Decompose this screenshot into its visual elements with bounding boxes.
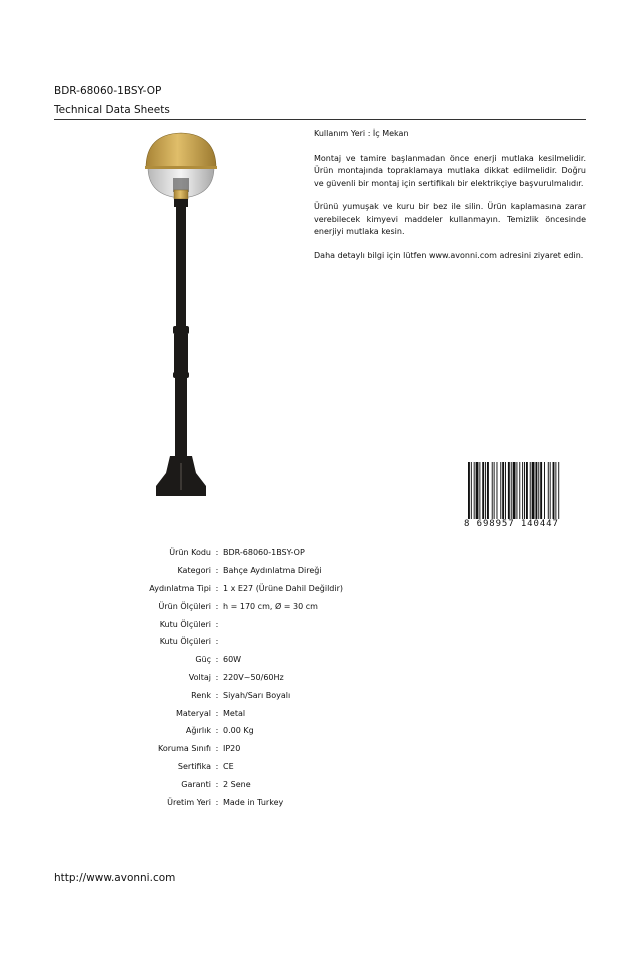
spec-value: BDR-68060-1BSY-OP: [223, 548, 305, 558]
spec-colon: :: [215, 797, 219, 807]
spec-label: Kutu Ölçüleri: [159, 619, 211, 629]
spec-value: 0.00 Kg: [223, 726, 254, 736]
spec-value: Siyah/Sarı Boyalı: [223, 690, 291, 700]
spec-label: Garanti: [181, 779, 211, 789]
cleaning-paragraph: Ürünü yumuşak ve kuru bir bez ile silin. Ürün kaplamasına zarar verebilecek kimyevi maddeler kullanmayın. Temizlik öncesinde enerjiyi mutlaka kesin.: [314, 202, 586, 236]
spec-colon: :: [215, 583, 219, 593]
spec-colon: :: [215, 672, 219, 682]
spec-row: [60, 793, 460, 811]
spec-value: 220V~50/60Hz: [223, 672, 284, 682]
spec-row: [60, 669, 460, 687]
spec-colon: :: [215, 601, 219, 611]
spec-label: Voltaj: [188, 672, 211, 682]
spec-colon: :: [215, 619, 219, 629]
spec-row: [60, 704, 460, 722]
website-paragraph: Daha detaylı bilgi için lütfen www.avonni.com adresini ziyaret edin.: [314, 250, 584, 260]
spec-label: Renk: [191, 690, 211, 700]
spec-row: [60, 544, 460, 562]
spec-label: Ürün Kodu: [169, 548, 211, 558]
spec-row: [60, 740, 460, 758]
header-divider: [54, 119, 586, 120]
spec-value: h = 170 cm, Ø = 30 cm: [223, 601, 318, 611]
spec-row: [60, 775, 460, 793]
document-subtitle: Technical Data Sheets: [54, 104, 170, 116]
spec-colon: :: [215, 637, 219, 647]
spec-row: [60, 651, 460, 669]
spec-value: CE: [223, 761, 234, 771]
spec-colon: :: [215, 779, 219, 789]
spec-label: Kategori: [177, 566, 211, 576]
spec-label: Ürün Ölçüleri: [158, 601, 211, 611]
footer-url[interactable]: http://www.avonni.com: [54, 872, 176, 884]
product-code-heading: BDR-68060-1BSY-OP: [54, 85, 162, 97]
spec-value: 2 Sene: [223, 779, 251, 789]
spec-label: Koruma Sınıfı: [158, 744, 211, 754]
usage-location: Kullanım Yeri : İç Mekan: [314, 129, 409, 138]
spec-colon: :: [215, 655, 219, 665]
spec-row: [60, 597, 460, 615]
spec-colon: :: [215, 566, 219, 576]
spec-value: Bahçe Aydınlatma Direği: [223, 566, 322, 576]
spec-row: [60, 686, 460, 704]
product-image: [140, 128, 222, 506]
spec-label: Güç: [195, 655, 211, 665]
info-text: [314, 128, 586, 273]
spec-row: [60, 615, 460, 633]
spec-label: Kutu Ölçüleri: [159, 637, 211, 647]
spec-colon: :: [215, 690, 219, 700]
spec-colon: :: [215, 726, 219, 736]
spec-label: Sertifika: [177, 761, 211, 771]
spec-label: Ağırlık: [185, 726, 211, 736]
spec-value: Made in Turkey: [223, 797, 284, 807]
safety-paragraph: Montaj ve tamire başlanmadan önce enerji mutlaka kesilmelidir. Ürün montajında topraklamaya mutlaka dikkat edilmelidir. Doğru ve güvenli bir montaj için sertifikalı bir elektrikçiye başvurulmalıdır.: [314, 153, 586, 188]
spec-colon: :: [215, 708, 219, 718]
spec-label: Üretim Yeri: [167, 797, 211, 807]
spec-label: Aydınlatma Tipi: [149, 583, 211, 593]
spec-value: Metal: [223, 708, 246, 718]
spec-row: [60, 722, 460, 740]
spec-table: [60, 544, 460, 811]
spec-row: [60, 758, 460, 776]
spec-colon: :: [215, 548, 219, 558]
spec-label: Materyal: [175, 708, 211, 718]
spec-colon: :: [215, 761, 219, 771]
spec-row: [60, 562, 460, 580]
barcode-number: 8 698957 140447: [464, 519, 586, 529]
spec-row: [60, 633, 460, 651]
spec-value: 60W: [223, 655, 242, 665]
spec-colon: :: [215, 744, 219, 754]
spec-value: IP20: [223, 744, 241, 754]
spec-value: 1 x E27 (Ürüne Dahil Değildir): [223, 583, 343, 593]
spec-row: [60, 580, 460, 598]
